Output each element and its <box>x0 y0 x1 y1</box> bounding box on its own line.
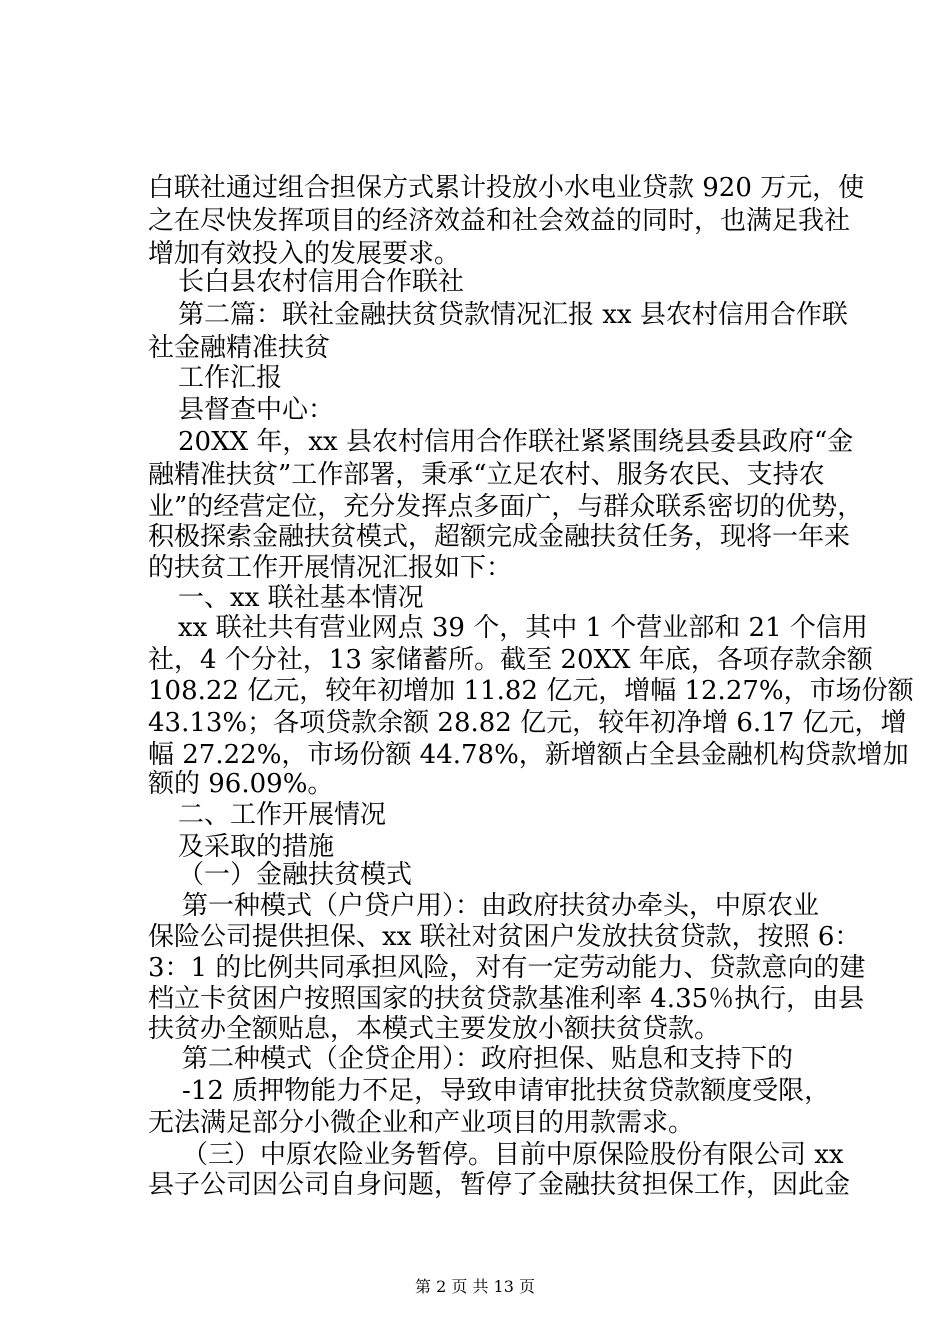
body-line: 3：1 的比例共同承担风险，对有一定劳动能力、贷款意向的建 <box>148 953 866 983</box>
body-line: 幅 27.22%，市场份额 44.78%，新增额占全县金融机构贷款增加 <box>148 740 909 770</box>
body-line: 之在尽快发挥项目的经济效益和社会效益的同时，也满足我社 <box>148 206 851 236</box>
section-heading: 社金融精准扶贫 <box>148 333 331 363</box>
body-line: 增加有效投入的发展要求。 <box>148 239 461 269</box>
section-heading: 一、xx 联社基本情况 <box>178 583 424 613</box>
addressee-line: 县督查中心： <box>178 395 335 425</box>
section-heading: 工作汇报 <box>178 363 283 393</box>
body-line: -12 质押物能力不足，导致申请审批扶贫贷款额度受限， <box>182 1076 831 1106</box>
section-heading: 二、工作开展情况 <box>178 800 387 830</box>
body-line: 108.22 亿元，较年初增加 11.82 亿元，增幅 12.27%，市场份额 <box>148 676 914 706</box>
page-footer: 第 2 页 共 13 页 <box>415 1277 535 1296</box>
body-line: 扶贫办全额贴息，本模式主要发放小额扶贫贷款。 <box>148 1014 721 1044</box>
body-line: 县子公司因公司自身问题，暂停了金融扶贫担保工作，因此金 <box>148 1170 851 1200</box>
body-line: 20XX 年，xx 县农村信用合作联社紧紧围绕县委县政府“金 <box>178 427 854 457</box>
body-line: 第一种模式（户贷户用）：由政府扶贫办牵头，中原农业 <box>182 891 820 921</box>
section-heading: 第二篇：联社金融扶贫贷款情况汇报 xx 县农村信用合作联 <box>178 300 848 330</box>
body-line: xx 联社共有营业网点 39 个，其中 1 个营业部和 21 个信用 <box>178 613 868 643</box>
body-line: 的扶贫工作开展情况汇报如下： <box>148 553 513 583</box>
body-line: 无法满足部分小微企业和产业项目的用款需求。 <box>148 1108 695 1138</box>
subsection-heading: （三）中原农险业务暂停。目前中原保险股份有限公司 xx <box>182 1140 844 1170</box>
body-line: 业”的经营定位，充分发挥点多面广，与群众联系密切的优势， <box>148 492 864 522</box>
body-line: 保险公司提供担保、xx 联社对贫困户发放扶贫贷款，按照 6： <box>148 922 861 952</box>
body-line: 43.13%；各项贷款余额 28.82 亿元，较年初净增 6.17 亿元，增 <box>148 708 907 738</box>
body-line: 积极探索金融扶贫模式，超额完成金融扶贫任务，现将一年来 <box>148 522 851 552</box>
body-line: 白联社通过组合担保方式累计投放小水电业贷款 920 万元，使 <box>148 173 865 203</box>
signature-line: 长白县农村信用合作联社 <box>178 267 465 297</box>
body-line: 社，4 个分社，13 家储蓄所。截至 20XX 年底，各项存款余额 <box>148 645 873 675</box>
body-line: 融精准扶贫”工作部署，秉承“立足农村、服务农民、支持农 <box>148 460 825 490</box>
subsection-heading: （一）金融扶贫模式 <box>178 860 413 890</box>
body-line: 额的 96.09%。 <box>148 769 334 799</box>
section-heading: 及采取的措施 <box>178 832 335 862</box>
body-line: 档立卡贫困户按照国家的扶贫贷款基准利率 4.35％执行，由县 <box>148 984 865 1014</box>
body-line: 第二种模式（企贷企用）：政府担保、贴息和支持下的 <box>182 1044 794 1074</box>
